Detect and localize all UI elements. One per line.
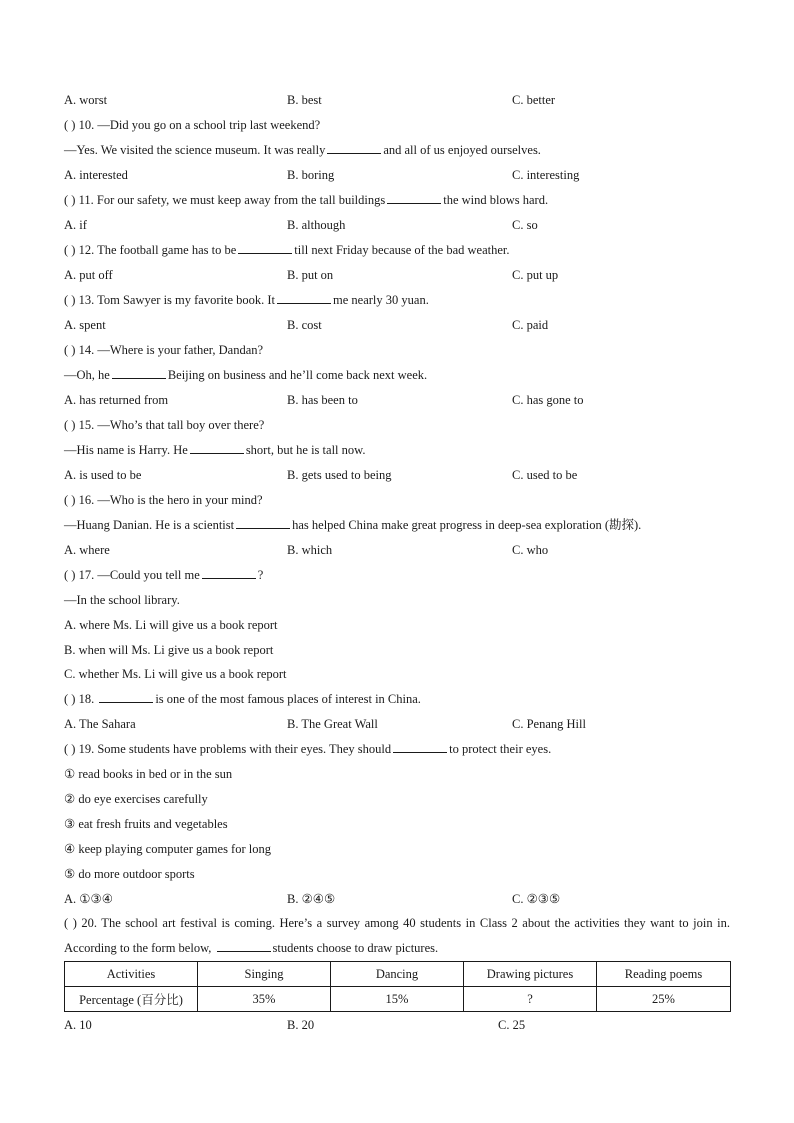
q18-blank[interactable] [99,691,153,703]
q16-option-a: A. where [64,543,110,557]
q20-option-c: C. 25 [498,1018,526,1032]
q12-option-b: B. put on [287,268,334,282]
table-header-row [65,962,731,987]
table-cell: 25% [597,987,731,1012]
q12-option-a: A. put off [64,268,113,282]
q17-option-a: A. where Ms. Li will give us a book report [64,618,278,632]
q19-item-5: ⑤ do more outdoor sports [64,867,195,881]
q15-dialogue: —His name is Harry. He short, but he is tall now. [64,443,366,457]
q15-option-c: C. used to be [512,468,578,482]
q20-option-a: A. 10 [64,1018,92,1032]
q19-item-1: ① read books in bed or in the sun [64,767,233,781]
q9-option-b: B. best [287,93,322,107]
q10-option-c: C. interesting [512,168,580,182]
q9-option-c: C. better [512,93,556,107]
table-cell: 35% [198,987,331,1012]
q14-option-a: A. has returned from [64,393,169,407]
q12-stem: ( ) 12. The football game has to be till next Friday because of the bad weather. [64,243,510,257]
q20-option-b: B. 20 [287,1018,315,1032]
q14-option-c: C. has gone to [512,393,584,407]
table-header-cell: Reading poems [597,962,731,987]
q17-option-c: C. whether Ms. Li will give us a book report [64,667,287,681]
q14-stem: ( ) 14. —Where is your father, Dandan? [64,343,264,357]
table-cell: ? [464,987,597,1012]
q19-blank[interactable] [393,741,447,753]
q14-dialogue: —Oh, he Beijing on business and he’ll come back next week. [64,368,428,382]
q10-dialogue: —Yes. We visited the science museum. It was really and all of us enjoyed ourselves. [64,143,541,157]
q18-option-b: B. The Great Wall [287,717,378,731]
q17-option-b: B. when will Ms. Li give us a book report [64,643,274,657]
q13-option-a: A. spent [64,318,106,332]
q10-blank[interactable] [327,142,381,154]
table-header-cell: Activities [65,962,198,987]
q13-option-c: C. paid [512,318,549,332]
q15-option-b: B. gets used to being [287,468,392,482]
q11-option-c: C. so [512,218,538,232]
q19-option-b: B. ②④⑤ [287,892,336,906]
survey-table [64,961,731,1012]
q10-stem: ( ) 10. —Did you go on a school trip last weekend? [64,118,321,132]
q19-option-a: A. ①③④ [64,892,113,906]
q15-option-a: A. is used to be [64,468,142,482]
q15-stem: ( ) 15. —Who’s that tall boy over there? [64,418,265,432]
q18-option-c: C. Penang Hill [512,717,586,731]
q17-blank[interactable] [202,567,256,579]
q11-stem: ( ) 11. For our safety, we must keep away from the tall buildings the wind blows hard. [64,193,549,207]
table-header-cell: Singing [198,962,331,987]
q19-item-2: ② do eye exercises carefully [64,792,208,806]
q15-blank[interactable] [190,442,244,454]
q19-item-4: ④ keep playing computer games for long [64,842,271,856]
q20-blank[interactable] [217,940,271,952]
q13-blank[interactable] [277,292,331,304]
table-header-cell: Drawing pictures [464,962,597,987]
q11-blank[interactable] [387,192,441,204]
q9-option-a: A. worst [64,93,108,107]
table-cell: 15% [331,987,464,1012]
q18-option-a: A. The Sahara [64,717,136,731]
q14-option-b: B. has been to [287,393,358,407]
q16-option-b: B. which [287,543,333,557]
q19-item-3: ③ eat fresh fruits and vegetables [64,817,228,831]
q10-option-b: B. boring [287,168,335,182]
q16-dialogue: —Huang Danian. He is a scientist has helped China make great progress in deep-sea exploration (勘探). [64,518,642,532]
q19-option-c: C. ②③⑤ [512,892,561,906]
table-cell: Percentage (百分比) [65,987,198,1012]
q16-stem: ( ) 16. —Who is the hero in your mind? [64,493,263,507]
q12-blank[interactable] [238,242,292,254]
table-row [65,987,731,1012]
q13-option-b: B. cost [287,318,322,332]
q10-option-a: A. interested [64,168,128,182]
q13-stem: ( ) 13. Tom Sawyer is my favorite book. It me nearly 30 yuan. [64,293,429,307]
q12-option-c: C. put up [512,268,559,282]
q17-answer-line: —In the school library. [64,593,180,607]
q19-stem: ( ) 19. Some students have problems with their eyes. They should to protect their eyes. [64,742,552,756]
table-header-cell: Dancing [331,962,464,987]
q18-stem: ( ) 18. is one of the most famous places of interest in China. [64,692,421,706]
q17-stem: ( ) 17. —Could you tell me ? [64,568,264,582]
q16-option-c: C. who [512,543,549,557]
q14-blank[interactable] [112,367,166,379]
q11-option-a: A. if [64,218,87,232]
q16-blank[interactable] [236,517,290,529]
q11-option-b: B. although [287,218,346,232]
q20-stem: ( ) 20. The school art festival is coming. Here’s a survey among 40 students in Class 2 about the activities they want to join in. According to the form below, students choose to draw pictures. [64,916,730,955]
